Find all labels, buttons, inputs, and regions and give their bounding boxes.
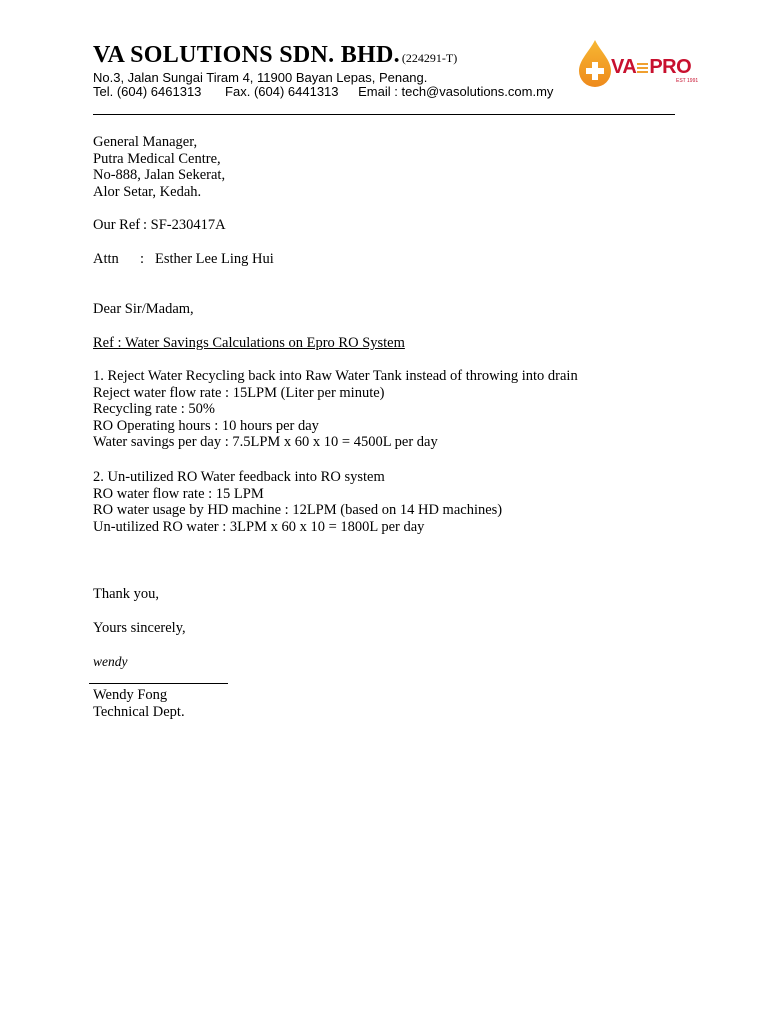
company-contact (93, 84, 553, 99)
logo-va: VA (611, 56, 637, 78)
section-1-line: Water savings per day : 7.5LPM x 60 x 10 = 4500L per day (93, 434, 438, 451)
logo-est: EST 1991 (676, 78, 699, 84)
company-address: No.3, Jalan Sungai Tiram 4, 11900 Bayan Lepas, Penang. (93, 70, 428, 85)
header-divider (93, 114, 675, 115)
logo-pro: PRO (649, 56, 692, 78)
section-2-heading: 2. Un-utilized RO Water feedback into RO system (93, 469, 385, 485)
recipient-line: Alor Setar, Kedah. (93, 183, 202, 200)
logo-wordmark (611, 56, 691, 79)
signature: wendy (93, 654, 128, 669)
signature-line (89, 683, 228, 684)
signatory-name: Wendy Fong (93, 687, 168, 703)
company-name (93, 42, 457, 69)
company-fax: Fax. (604) 6441313 (225, 84, 339, 99)
attn-separator: : (140, 251, 145, 267)
vaepro-logo (575, 38, 705, 88)
recipient-line: Putra Medical Centre, (93, 150, 221, 167)
our-ref-label: Our Ref (93, 217, 141, 233)
company-reg-no: (224291-T) (401, 51, 458, 65)
attn-label: Attn (93, 251, 119, 267)
section-2 (93, 469, 502, 535)
section-2-line: RO water flow rate : 15 LPM (93, 485, 264, 502)
signatory-dept: Technical Dept. (93, 704, 185, 720)
company-email: Email : tech@vasolutions.com.my (358, 84, 554, 99)
section-1-heading: 1. Reject Water Recycling back into Raw Water Tank instead of throwing into drain (93, 368, 578, 384)
company-tel: Tel. (604) 6461313 (93, 84, 202, 99)
our-ref-value: : SF-230417A (143, 217, 226, 233)
salutation: Dear Sir/Madam, (93, 301, 194, 317)
logo-equals-mark (637, 61, 648, 75)
attn-value: Esther Lee Ling Hui (155, 251, 274, 267)
recipient-block (93, 134, 225, 200)
subject-line: Ref : Water Savings Calculations on Epro RO System (93, 335, 405, 351)
section-1-line: Recycling rate : 50% (93, 401, 215, 418)
recipient-line: No-888, Jalan Sekerat, (93, 167, 226, 184)
section-2-line: RO water usage by HD machine : 12LPM (based on 14 HD machines) (93, 502, 503, 519)
attn (93, 251, 274, 268)
our-ref (93, 217, 226, 234)
company-name-text: VA SOLUTIONS SDN. BHD. (93, 42, 400, 68)
section-1-line: Reject water flow rate : 15LPM (Liter per minute) (93, 384, 385, 401)
drop-plus-icon (575, 38, 615, 88)
closing-thanks: Thank you, (93, 586, 160, 602)
section-2-line: Un-utilized RO water : 3LPM x 60 x 10 = 1800L per day (93, 518, 425, 535)
closing-sincerely: Yours sincerely, (93, 620, 186, 636)
recipient-line: General Manager, (93, 134, 198, 150)
section-1-line: RO Operating hours : 10 hours per day (93, 417, 319, 434)
section-1 (93, 368, 578, 451)
